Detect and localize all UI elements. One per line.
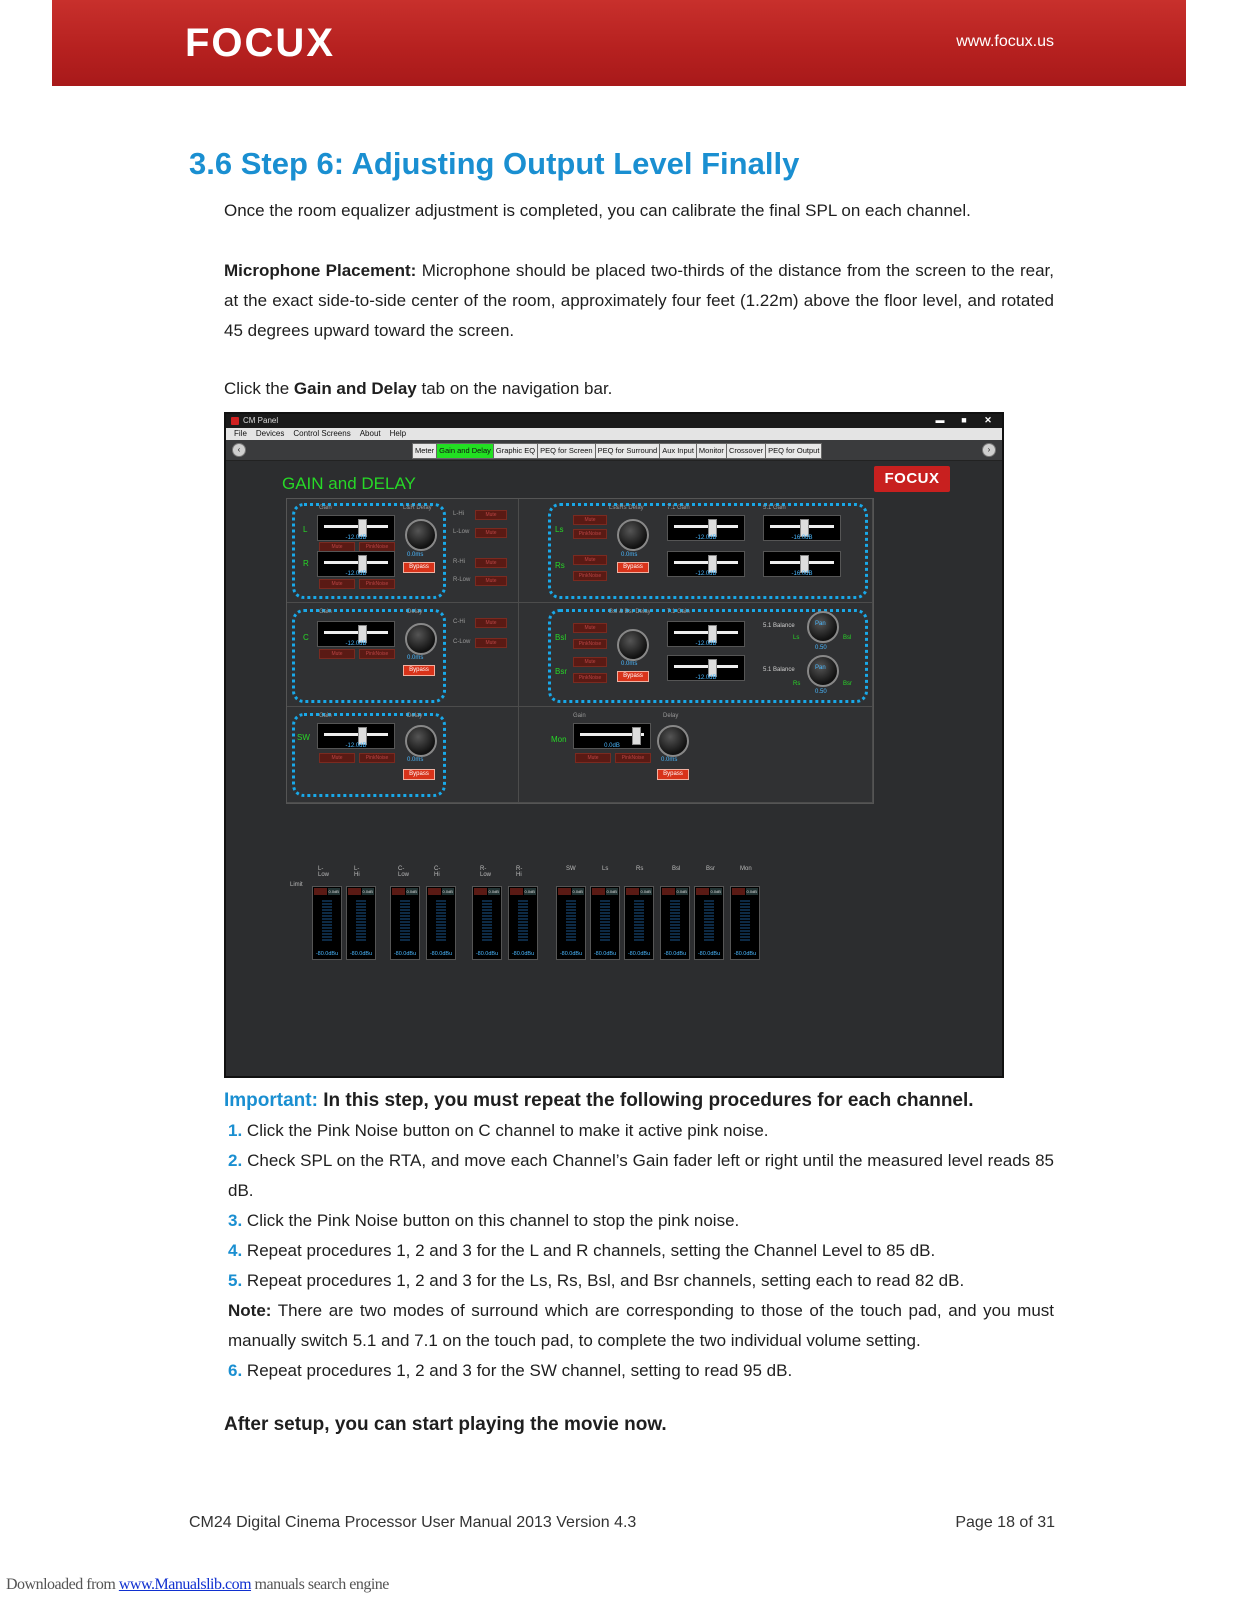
sw-mute-button[interactable]: Mute: [319, 753, 355, 763]
bs-delay-knob[interactable]: [617, 629, 649, 661]
llow-label: L-Low: [453, 529, 470, 535]
rs-gain51-value: -16.0dB: [791, 571, 813, 577]
menu-about[interactable]: About: [359, 429, 381, 438]
c-bypass-button[interactable]: Bypass: [403, 665, 435, 676]
mon-delay-value: 0.0ms: [661, 757, 678, 763]
menu-devices[interactable]: Devices: [255, 429, 285, 438]
channel-bsr-label: Bsr: [555, 667, 567, 676]
lr-bypass-button[interactable]: Bypass: [403, 562, 435, 573]
close-icon[interactable]: ✕: [984, 415, 992, 425]
r-mute-button[interactable]: Mute: [319, 579, 355, 589]
l-mute-button[interactable]: Mute: [319, 542, 355, 552]
mon-gain-value: 0.0dB: [604, 743, 620, 749]
note-item: Note: There are two modes of surround which are corresponding to those of the touch pad, and you must manually switch 5.1 and 7.1 on the touch pad, to complete the two individual volume setting.: [228, 1301, 1054, 1350]
meter-column: 0.0dB -80.0dBu: [346, 886, 376, 960]
mic-label: Microphone Placement:: [224, 261, 417, 280]
tab-aux-input[interactable]: Aux Input: [659, 443, 697, 459]
important-label: Important:: [224, 1090, 318, 1111]
ls-gain51-fader[interactable]: [763, 515, 841, 541]
list-item: 1. Click the Pink Noise button on C channel to make it active pink noise.: [228, 1121, 769, 1140]
meter-label: Mon: [740, 866, 752, 872]
chi-label: C-Hi: [453, 619, 465, 625]
sw-pinknoise-button[interactable]: PinkNoise: [359, 753, 395, 763]
l-gain-value: -12.0dB: [345, 535, 367, 541]
meter-column: 0.0dB -80.0dBu: [694, 886, 724, 960]
sw-bypass-button[interactable]: Bypass: [403, 769, 435, 780]
important-text: In this step, you must repeat the following procedures for each channel.: [317, 1090, 974, 1111]
mon-bypass-button[interactable]: Bypass: [657, 769, 689, 780]
balance-bottom-label: 5.1 Balance: [763, 667, 795, 673]
panel-logo: FOCUX: [874, 466, 950, 492]
llow-mute-button[interactable]: Mute: [475, 528, 507, 538]
limit-label: Limit: [290, 882, 303, 888]
tab-gain-and-delay[interactable]: Gain and Delay: [436, 443, 494, 459]
bsr-gain-value: -12.0dB: [695, 675, 717, 681]
lsrs-delay-value: 0.0ms: [621, 552, 638, 558]
tab-peq-screen[interactable]: PEQ for Screen: [537, 443, 596, 459]
bsr-mute-button[interactable]: Mute: [573, 657, 607, 667]
rs-gain51-fader[interactable]: [763, 551, 841, 577]
meter-column: 0.0dB -80.0dBu: [312, 886, 342, 960]
ls-mute-button[interactable]: Mute: [573, 515, 607, 525]
channel-rs-label: Rs: [555, 561, 565, 570]
cm-panel-screenshot: [224, 412, 1004, 1078]
nav-left-arrow-icon[interactable]: ‹: [232, 443, 246, 457]
mon-gain-fader[interactable]: [573, 723, 651, 749]
r-pinknoise-button[interactable]: PinkNoise: [359, 579, 395, 589]
channel-l-label: L: [303, 525, 308, 534]
svg-text:FOCUX: FOCUX: [185, 22, 335, 62]
c-gain-label: Gain: [319, 609, 332, 615]
mon-mute-button[interactable]: Mute: [575, 753, 611, 763]
lhi-label: L-Hi: [453, 511, 465, 517]
bs-delay-value: 0.0ms: [621, 661, 638, 667]
chi-mute-button[interactable]: Mute: [475, 618, 507, 628]
minimize-icon[interactable]: ▬: [935, 415, 945, 425]
meter-label: C-Low: [398, 866, 410, 878]
download-notice: [6, 1576, 389, 1594]
balance-bottom-bsr: Bsr: [843, 681, 852, 687]
r-gain-value: -12.0dB: [345, 571, 367, 577]
ls-gain51-value: -16.0dB: [791, 535, 813, 541]
bsl-gain-value: -12.0dB: [695, 641, 717, 647]
balance-bottom-knob[interactable]: [807, 655, 839, 687]
lsrs-delay-label: Ls&Rs Delay: [609, 505, 644, 511]
maximize-icon[interactable]: ■: [961, 415, 967, 425]
rhi-label: R-Hi: [453, 559, 465, 565]
meter-column: 0.0dB -80.0dBu: [624, 886, 654, 960]
lsrs-delay-knob[interactable]: [617, 519, 649, 551]
rlow-mute-button[interactable]: Mute: [475, 576, 507, 586]
window-title: CM Panel: [243, 416, 279, 425]
sw-delay-label: Delay: [407, 713, 423, 719]
menu-control-screens[interactable]: Control Screens: [293, 429, 351, 438]
sw-gain-value: -12.0dB: [345, 743, 367, 749]
meter-label: R-Hi: [516, 866, 523, 878]
lsrs-gain51-label: 5.1 Gain: [763, 505, 786, 511]
list-item: 3. Click the Pink Noise button on this channel to stop the pink noise.: [228, 1211, 740, 1230]
lr-delay-label: L&R Delay: [403, 505, 432, 511]
clow-mute-button[interactable]: Mute: [475, 638, 507, 648]
download-post: manuals search engine: [251, 1576, 389, 1593]
focux-logo: [185, 22, 425, 62]
balance-bottom-value: 0.50: [815, 689, 827, 695]
balance-top-label: 5.1 Balance: [763, 623, 795, 629]
meter-label: Bsl: [672, 866, 681, 872]
bsr-gain-fader[interactable]: [667, 655, 745, 681]
app-icon: [231, 417, 239, 425]
c-delay-label: Delay: [407, 609, 423, 615]
c-gain-fader[interactable]: [317, 621, 395, 647]
tab-meter[interactable]: Meter: [412, 443, 437, 459]
cell-mon: [519, 707, 873, 803]
list-item: 2. Check SPL on the RTA, and move each Channel’s Gain fader left or right until the measured level reads 85 dB.: [228, 1151, 1054, 1200]
channel-bsl-label: Bsl: [555, 633, 567, 642]
c-mute-button[interactable]: Mute: [319, 649, 355, 659]
meter-column: 0.0dB -80.0dBu: [472, 886, 502, 960]
meter-label: Ls: [602, 866, 609, 872]
channel-c-label: C: [303, 633, 309, 642]
balance-top-ls: Ls: [793, 635, 800, 641]
bs-bypass-button[interactable]: Bypass: [617, 671, 649, 682]
list-item: 6. Repeat procedures 1, 2 and 3 for the SW channel, setting to read 95 dB.: [228, 1361, 793, 1380]
nav-right-arrow-icon[interactable]: ›: [982, 443, 996, 457]
bs-gain71-label: 7.1 Gain: [667, 609, 690, 615]
intro-paragraph: Once the room equalizer adjustment is completed, you can calibrate the final SPL on each channel.: [224, 201, 971, 220]
rs-pinknoise-button[interactable]: PinkNoise: [573, 571, 607, 581]
rlow-label: R-Low: [453, 577, 471, 583]
c-delay-value: 0.0ms: [407, 655, 424, 661]
rs-gain71-fader[interactable]: [667, 551, 745, 577]
menu-bar: [226, 428, 1002, 440]
closing-line: After setup, you can start playing the movie now.: [224, 1414, 667, 1435]
meter-column: 0.0dB -80.0dBu: [590, 886, 620, 960]
header-band: [52, 0, 1186, 86]
bsl-mute-button[interactable]: Mute: [573, 623, 607, 633]
lsrs-bypass-button[interactable]: Bypass: [617, 562, 649, 573]
lsrs-gain71-label: 7.1 Gain: [667, 505, 690, 511]
rs-mute-button[interactable]: Mute: [573, 555, 607, 565]
tab-monitor[interactable]: Monitor: [696, 443, 727, 459]
steps-list: [228, 1116, 1054, 1386]
ls-pinknoise-button[interactable]: PinkNoise: [573, 529, 607, 539]
click-post: tab on the navigation bar.: [416, 379, 613, 398]
panel-title: GAIN and DELAY: [282, 474, 416, 493]
c-delay-knob[interactable]: [405, 623, 437, 655]
tab-peq-surround[interactable]: PEQ for Surround: [595, 443, 661, 459]
meter-column: 0.0dB -80.0dBu: [730, 886, 760, 960]
mon-delay-label: Delay: [663, 713, 679, 719]
footer-page-number: Page 18 of 31: [955, 1514, 1055, 1531]
tab-graphic-eq[interactable]: Graphic EQ: [493, 443, 538, 459]
c-pinknoise-button[interactable]: PinkNoise: [359, 649, 395, 659]
lr-delay-value: 0.0ms: [407, 552, 424, 558]
meter-column: 0.0dB -80.0dBu: [508, 886, 538, 960]
meter-label: Rs: [636, 866, 644, 872]
meter-label: C-Hi: [434, 866, 441, 878]
channel-mon-label: Mon: [551, 735, 567, 744]
header-url[interactable]: www.focux.us: [956, 33, 1054, 50]
mon-pinknoise-button[interactable]: PinkNoise: [615, 753, 651, 763]
lr-gain-label: Gain: [319, 505, 332, 511]
list-item: 4. Repeat procedures 1, 2 and 3 for the L and R channels, setting the Channel Level to 85 dB.: [228, 1241, 936, 1260]
meter-label: L-Low: [318, 866, 330, 878]
sw-gain-fader[interactable]: [317, 723, 395, 749]
balance-bottom-rs: Rs: [793, 681, 801, 687]
mic-text: Microphone should be placed two-thirds of the distance from the screen to the rear, at the exact side-to-side center of the room, approximately four feet (1.22m) above the floor level, and rotated 45 degrees upward toward the screen.: [224, 261, 1054, 340]
c-gain-value: -12.0dB: [345, 641, 367, 647]
meter-column: 0.0dB -80.0dBu: [660, 886, 690, 960]
balance-top-bsl: Bsl: [843, 635, 852, 641]
tab-peq-output[interactable]: PEQ for Output: [765, 443, 822, 459]
important-line: [224, 1086, 1054, 1116]
ls-gain71-value: -12.0dB: [695, 535, 717, 541]
meter-label: R-Low: [480, 866, 492, 878]
click-instruction: [224, 374, 1054, 404]
channel-r-label: R: [303, 559, 309, 568]
meter-label: SW: [566, 866, 576, 872]
meter-column: 0.0dB -80.0dBu: [556, 886, 586, 960]
nav-bar: [226, 440, 1002, 461]
bsl-pinknoise-button[interactable]: PinkNoise: [573, 639, 607, 649]
balance-top-value: 0.50: [815, 645, 827, 651]
balance-top-knob[interactable]: [807, 611, 839, 643]
clow-label: C-Low: [453, 639, 471, 645]
manualslib-link[interactable]: www.Manualslib.com: [118, 1576, 252, 1593]
section-heading: 3.6 Step 6: Adjusting Output Level Finally: [189, 146, 800, 181]
lr-delay-knob[interactable]: [405, 519, 437, 551]
mon-gain-label: Gain: [573, 713, 586, 719]
meter-label: Bsr: [706, 866, 715, 872]
l-gain-fader[interactable]: [317, 515, 395, 541]
sw-delay-knob[interactable]: [405, 725, 437, 757]
rhi-mute-button[interactable]: Mute: [475, 558, 507, 568]
r-gain-fader[interactable]: [317, 551, 395, 577]
lhi-mute-button[interactable]: Mute: [475, 510, 507, 520]
l-pinknoise-button[interactable]: PinkNoise: [359, 542, 395, 552]
gain-delay-panel: [286, 498, 874, 804]
balance-bottom-pan: Pan: [815, 665, 826, 671]
menu-file[interactable]: File: [234, 429, 247, 438]
mon-delay-knob[interactable]: [657, 725, 689, 757]
bsr-pinknoise-button[interactable]: PinkNoise: [573, 673, 607, 683]
meter-column: 0.0dB -80.0dBu: [426, 886, 456, 960]
meter-column: 0.0dB -80.0dBu: [390, 886, 420, 960]
window-titlebar: [226, 414, 1002, 428]
bsl-gain-fader[interactable]: [667, 621, 745, 647]
mic-paragraph: [224, 256, 1054, 346]
channel-sw-label: SW: [297, 733, 310, 742]
bs-delay-label: Bsl & Bsr Delay: [609, 609, 651, 615]
footer-manual-title: CM24 Digital Cinema Processor User Manual 2013 Version 4.3: [189, 1514, 637, 1531]
balance-top-pan: Pan: [815, 621, 826, 627]
meter-label: L-Hi: [354, 866, 360, 878]
click-pre: Click the: [224, 379, 294, 398]
sw-gain-label: Gain: [319, 713, 332, 719]
channel-ls-label: Ls: [555, 525, 564, 534]
click-bold: Gain and Delay: [293, 379, 417, 398]
ls-gain71-fader[interactable]: [667, 515, 745, 541]
sw-delay-value: 0.0ms: [407, 757, 424, 763]
tab-crossover[interactable]: Crossover: [726, 443, 766, 459]
rs-gain71-value: -12.0dB: [695, 571, 717, 577]
menu-help[interactable]: Help: [389, 429, 407, 438]
download-pre: Downloaded from: [6, 1576, 119, 1593]
list-item: 5. Repeat procedures 1, 2 and 3 for the Ls, Rs, Bsl, and Bsr channels, setting each to read 82 dB.: [228, 1271, 965, 1290]
